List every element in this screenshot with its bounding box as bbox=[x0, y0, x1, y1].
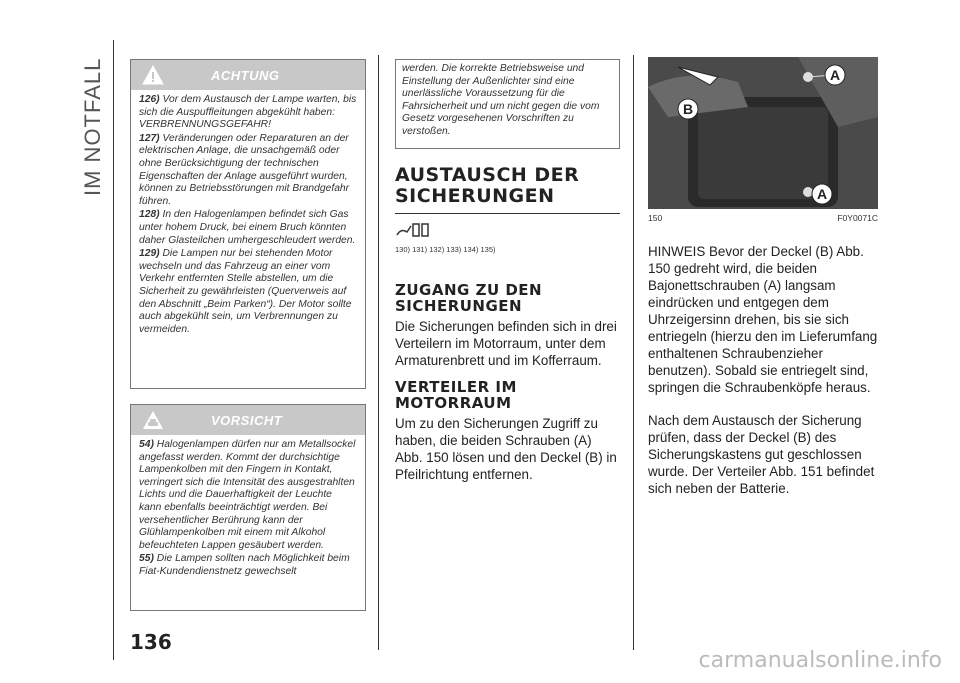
page-number: 136 bbox=[130, 630, 172, 654]
reference-row bbox=[395, 220, 620, 254]
section-side-title bbox=[78, 48, 108, 198]
vorsicht-title: VORSICHT bbox=[211, 413, 283, 428]
vorsicht-box bbox=[130, 404, 366, 611]
column-divider-1 bbox=[378, 55, 379, 650]
watermark: carmanualsonline.info bbox=[698, 648, 942, 673]
closing-paragraph: Nach dem Austausch der Sicherung prüfen, dass der Deckel (B) des Sicherungskastens gut geschlossen wurde. Der Verteiler Abb. 151 befindet sich neben der Batterie. bbox=[648, 413, 875, 496]
fuse-icon bbox=[395, 220, 435, 240]
achtung-box bbox=[130, 59, 366, 389]
heading-rule bbox=[395, 213, 620, 214]
warning-triangle-icon bbox=[142, 64, 164, 86]
vorsicht-item: 55) Die Lampen sollten nach Möglichkeit beim Fiat-Kundendienstnetz gewechselt bbox=[139, 553, 350, 577]
achtung-item: 126) Vor dem Austausch der Lampe warten, bis sich die Auspuffleitungen abgekühlt haben: VERBRENNUNGSGEFAHR! bbox=[139, 94, 357, 131]
section-side-title-text: IM NOTFALL bbox=[80, 57, 105, 196]
vorsicht-header bbox=[131, 405, 365, 435]
achtung-item: 129) Die Lampen nur bei stehenden Motor wechseln und das Fahrzeug an einer vom Verkehr entfernten Stelle abstellen, um die Sicherheit zu gewährleisten (Querverweis auf den Abschnitt „Beim Parken“). Der Motor sollte auch abgekühlt sein, um Verbrennungen zu vermeiden. bbox=[139, 248, 352, 335]
figure-label-a-top: A bbox=[829, 67, 841, 83]
paragraph-engine-box: Um zu den Sicherungen Zugriff zu haben, die beiden Schrauben (A) Abb. 150 lösen und den Deckel (B) in Pfeilrichtung entfernen. bbox=[395, 416, 617, 482]
figure-code: F0Y0071C bbox=[837, 213, 878, 223]
figure-number: 150 bbox=[648, 213, 663, 223]
continuation-text: werden. Die korrekte Betriebsweise und Einstellung der Außenlichter sind eine unerlässliche Voraussetzung für die Fahrsicherheit und um nicht gegen die vom Gesetz vorgesehenen Vorschriften zu verstoßen. bbox=[402, 63, 600, 137]
figure-label-b: B bbox=[682, 101, 694, 117]
achtung-header bbox=[131, 60, 365, 90]
figure-caption bbox=[648, 213, 878, 223]
engine-fuse-box-illustration bbox=[648, 57, 878, 209]
achtung-title: ACHTUNG bbox=[211, 68, 280, 83]
subheading-access: ZUGANG ZU DEN SICHERUNGEN bbox=[395, 281, 543, 315]
vorsicht-body bbox=[131, 435, 365, 586]
achtung-item: 128) In den Halogenlampen befindet sich Gas unter hohem Druck, bei einem Bruch könnten daher Glasteilchen umhergeschleudert werden. bbox=[139, 209, 356, 246]
note-paragraph: HINWEIS Bevor der Deckel (B) Abb. 150 gedreht wird, die beiden Bajonettschrauben (A) langsam eindrücken und entgegen dem Uhrzeigersinn drehen, bis sie sich entriegeln (hierzu den im Lieferumfang enthaltenen Schraubenzieher benutzen). Sobald sie entriegelt sind, springen die Schraubenköpfe heraus. bbox=[648, 244, 878, 395]
achtung-item: 127) Veränderungen oder Reparaturen an der elektrischen Anlage, die unsachgemäß oder ohne Berücksichtigung der technischen Eigenschaften der Anlage ausgeführt wurden, können zu Betriebsstörungen mit Brandgefahr führen. bbox=[139, 132, 350, 207]
side-divider bbox=[113, 40, 114, 660]
reference-numbers: 130) 131) 132) 133) 134) 135) bbox=[395, 245, 496, 254]
paragraph-access: Die Sicherungen befinden sich in drei Verteilern im Motorraum, unter dem Armaturenbrett und im Kofferraum. bbox=[395, 319, 617, 368]
continuation-box bbox=[395, 59, 620, 149]
section-heading: AUSTAUSCH DER SICHERUNGEN bbox=[395, 164, 580, 207]
column-divider-2 bbox=[633, 55, 634, 650]
subheading-engine-box: VERTEILER IM MOTORRAUM bbox=[395, 378, 517, 412]
vorsicht-item: 54) Halogenlampen dürfen nur am Metallsockel angefasst werden. Kommt der durchsichtige Lampenkolben mit den Fingern in Kontakt, verringert sich die Intensität des ausgestrahlten Lichts und die Dauerhaftigkeit der Leuchte kann ebenfalls beeinträchtigt werden. Bei versehentlicher Berührung kann der Glühlampenkolben mit einem mit Alkohol befeuchteten Lappen gesäubert werden. bbox=[139, 439, 356, 551]
notes-column bbox=[648, 243, 880, 497]
achtung-body bbox=[131, 90, 365, 343]
car-warning-icon bbox=[142, 409, 164, 431]
fuse-box-figure bbox=[648, 57, 878, 209]
fuse-section bbox=[395, 165, 620, 483]
figure-label-a-bottom: A bbox=[816, 186, 828, 202]
